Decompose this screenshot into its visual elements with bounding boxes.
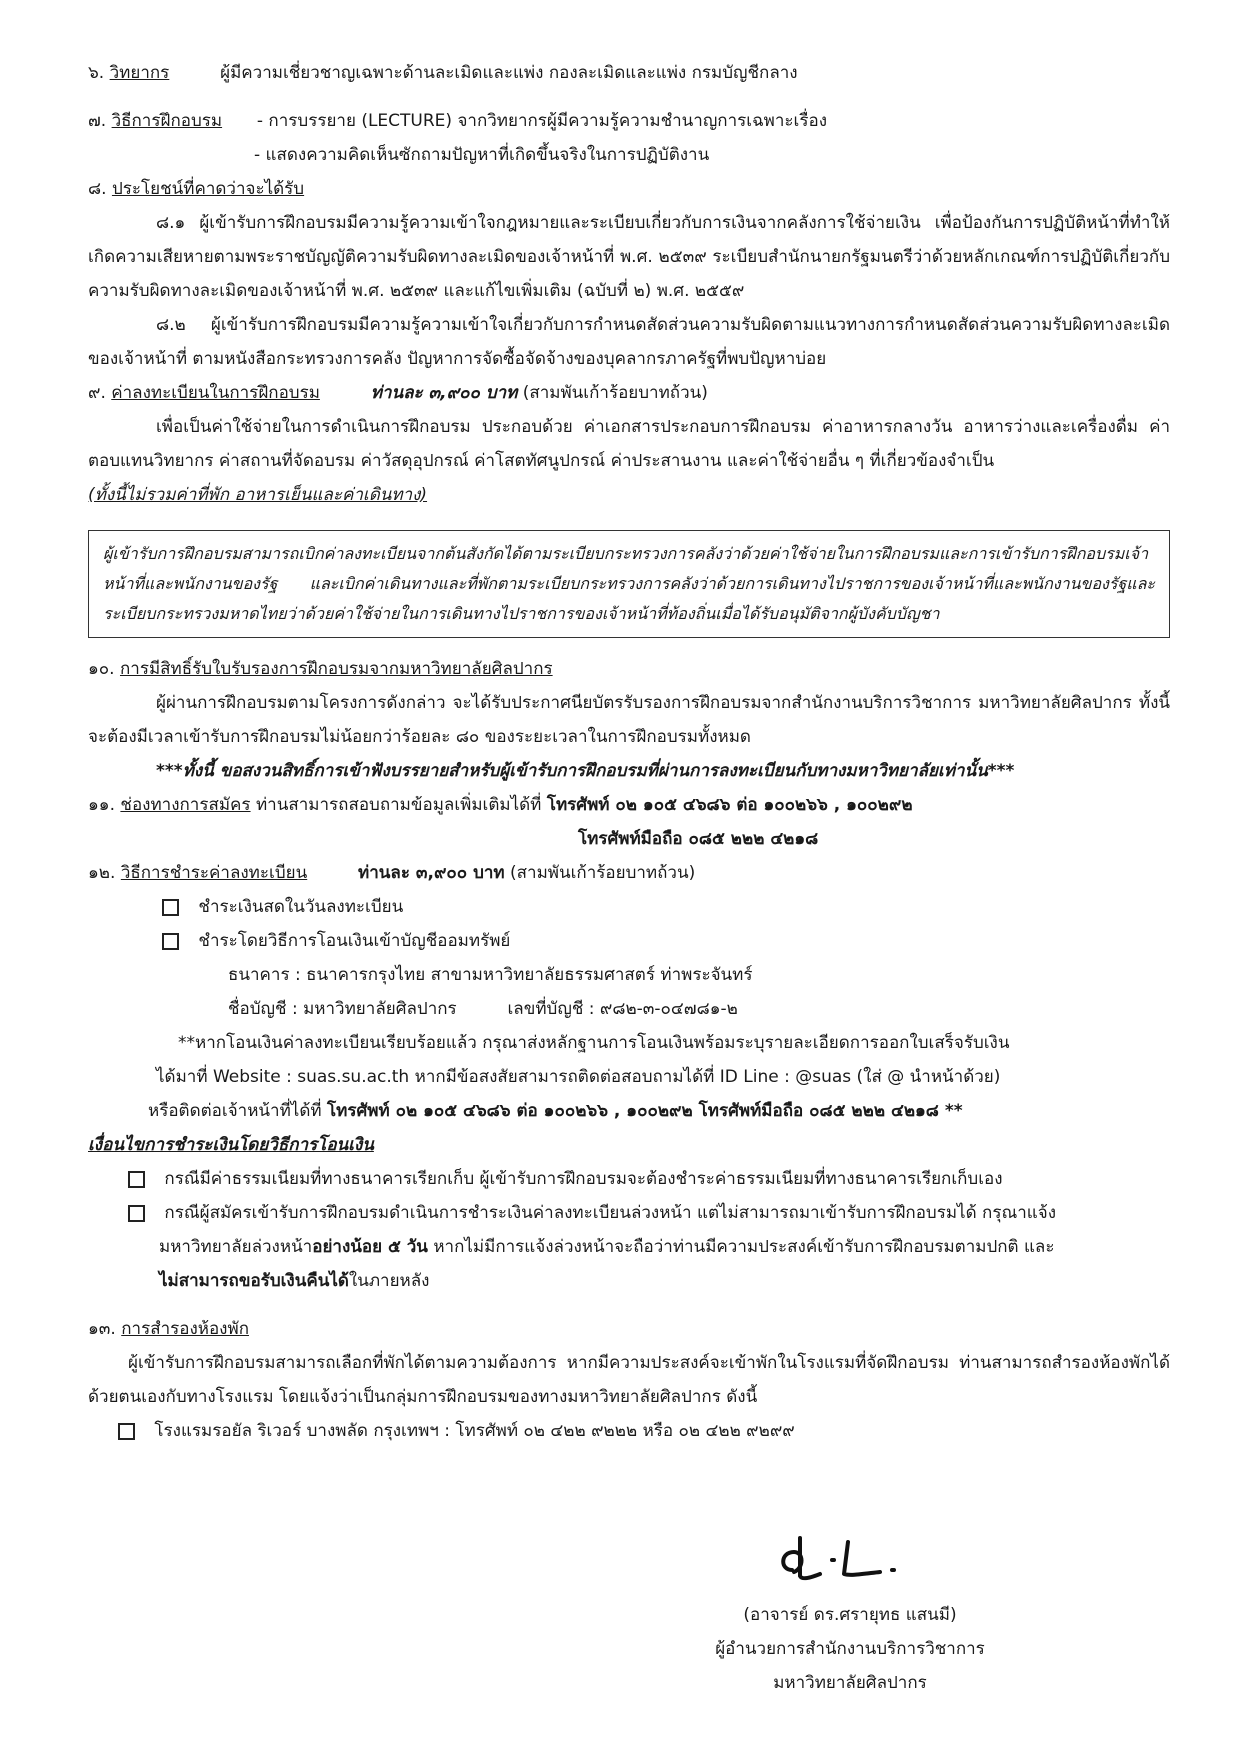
section-9 <box>88 376 1170 410</box>
section-12-title: วิธีการชำระค่าลงทะเบียน <box>120 863 308 883</box>
account-number: เลขที่บัญชี : ๙๘๒-๓-๐๔๗๘๑-๒ <box>507 999 738 1019</box>
hotel-text: โรงแรมรอยัล ริเวอร์ บางพลัด กรุงเทพฯ : โทรศัพท์ ๐๒ ๔๒๒ ๙๒๒๒ หรือ ๐๒ ๔๒๒ ๙๒๙๙ <box>154 1421 795 1441</box>
transfer-checkbox[interactable] <box>162 933 179 950</box>
section-7 <box>88 104 1170 138</box>
bank-name: ธนาคาร : ธนาคารกรุงไทย สาขามหาวิทยาลัยธรรมศาสตร์ ท่าพระจันทร์ <box>228 965 753 985</box>
section-7-number: ๗. <box>88 111 107 131</box>
section-13-title: การสำรองห้องพัก <box>121 1319 249 1339</box>
section-8-paragraph-2: ๘.๒ ผู้เข้ารับการฝึกอบรมมีความรู้ความเข้าใจเกี่ยวกับการกำหนดสัดส่วนความรับผิดตามแนวทางการกำหนดสัดส่วนความรับผิดทางละเมิดของเจ้าหน้าที่ ตามหนังสือกระทรวงการคลัง ปัญหาการจัดซื้อจัดจ้างของบุคลากรภาครัฐที่พบปัญหาบ่อย <box>88 315 1170 369</box>
condition-1-checkbox[interactable] <box>128 1171 145 1188</box>
transfer-note: **หากโอนเงินค่าลงทะเบียนเรียบร้อยแล้ว กรุณาส่งหลักฐานการโอนเงินพร้อมระบุรายละเอียดการออกใบเสร็จรับเงิน <box>178 1033 1010 1053</box>
condition-2-text-c-post: ในภายหลัง <box>348 1271 430 1291</box>
section-7-item-1: - การบรรยาย (LECTURE) จากวิทยากรผู้มีความรู้ความชำนาญการเฉพาะเรื่อง <box>256 111 828 131</box>
signature-block <box>640 1530 1060 1700</box>
condition-2-line-3 <box>88 1264 1170 1298</box>
section-11-number: ๑๑. <box>88 795 115 815</box>
section-12 <box>88 856 1170 890</box>
condition-2-text-a: กรณีผู้สมัครเข้ารับการฝึกอบรมดำเนินการชำระเงินค่าลงทะเบียนล่วงหน้า แต่ไม่สามารถมาเข้ารับการฝึกอบรมได้ กรุณาแจ้ง <box>164 1203 1057 1223</box>
section-8-title: ประโยชน์ที่คาดว่าจะได้รับ <box>111 179 305 199</box>
section-12-number: ๑๒. <box>88 863 116 883</box>
payment-option-transfer-label: ชำระโดยวิธีการโอนเงินเข้าบัญชีออมทรัพย์ <box>198 931 511 951</box>
section-8 <box>88 172 1170 206</box>
section-13 <box>88 1312 1170 1346</box>
section-7-line-2 <box>88 138 1170 172</box>
condition-2-text-b-pre: มหาวิทยาลัยล่วงหน้า <box>159 1237 313 1257</box>
section-6-text: ผู้มีความเชี่ยวชาญเฉพาะด้านละเมิดและแพ่ง กองละเมิดและแพ่ง กรมบัญชีกลาง <box>220 63 798 83</box>
condition-1 <box>88 1162 1170 1196</box>
section-9-title: ค่าลงทะเบียนในการฝึกอบรม <box>111 383 320 403</box>
section-6-number: ๖. <box>88 63 105 83</box>
section-7-title: วิธีการฝึกอบรม <box>111 111 223 131</box>
section-9-exclusion-note: (ทั้งนี้ไม่รวมค่าที่พัก อาหารเย็นและค่าเดินทาง) <box>88 485 428 505</box>
condition-2-no-refund: ไม่สามารถขอรับเงินคืนได้ <box>159 1271 349 1291</box>
section-10-paragraph: ผู้ผ่านการฝึกอบรมตามโครงการดังกล่าว จะได้รับประกาศนียบัตรรับรองการฝึกอบรมจากสำนักงานบริการวิชาการ มหาวิทยาลัยศิลปากร ทั้งนี้จะต้องมีเวลาเข้ารับการฝึกอบรมไม่น้อยกว่าร้อยละ ๘๐ ของระยะเวลาในการฝึกอบรมทั้งหมด <box>88 693 1170 747</box>
section-9-fee: ท่านละ ๓,๙๐๐ บาท <box>370 383 518 403</box>
section-11-mobile: โทรศัพท์มือถือ ๐๘๕ ๒๒๒ ๔๒๑๘ <box>578 829 819 849</box>
section-10-title: การมีสิทธิ์รับใบรับรองการฝึกอบรมจากมหาวิทยาลัยศิลปากร <box>119 659 553 679</box>
section-6 <box>88 56 1170 90</box>
hotel-option <box>88 1414 1170 1448</box>
contact-line <box>88 1094 1170 1128</box>
payment-option-cash <box>88 890 1170 924</box>
payment-option-cash-label: ชำระเงินสดในวันลงทะเบียน <box>198 897 404 917</box>
signatory-position: ผู้อำนวยการสำนักงานบริการวิชาการ <box>715 1639 985 1659</box>
condition-2-notice-days: อย่างน้อย ๕ วัน <box>312 1237 428 1257</box>
section-13-number: ๑๓. <box>88 1319 116 1339</box>
section-7-item-2: - แสดงความคิดเห็นซักถามปัญหาที่เกิดขึ้นจริงในการปฏิบัติงาน <box>254 145 710 165</box>
reimbursement-notice-box: ผู้เข้ารับการฝึกอบรมสามารถเบิกค่าลงทะเบียนจากต้นสังกัดได้ตามระเบียบกระทรวงการคลังว่าด้วยค่าใช้จ่ายในการฝึกอบรมและการเข้ารับการฝึกอบรมเจ้าหน้าที่และพนักงานของรัฐ และเบิกค่าเดินทางและที่พักตามระเบียบกระทรวงการคลังว่าด้วยการเดินทางไปราชการของเจ้าหน้าที่และพนักงานของรัฐและระเบียบกระทรวงมหาดไทยว่าด้วยค่าใช้จ่ายในการเดินทางไปราชการของเจ้าหน้าที่ท้องถิ่นเมื่อได้รับอนุมัติจากผู้บังคับบัญชา <box>88 530 1170 638</box>
section-10-reservation-note: ***ทั้งนี้ ขอสงวนสิทธิ์การเข้าฟังบรรยายสำหรับผู้เข้ารับการฝึกอบรมที่ผ่านการลงทะเบียนกับทางมหาวิทยาลัยเท่านั้น*** <box>156 761 1015 781</box>
signatory-organization: มหาวิทยาลัยศิลปากร <box>773 1673 927 1693</box>
account-name: ชื่อบัญชี : มหาวิทยาลัยศิลปากร <box>228 999 457 1019</box>
condition-1-text: กรณีมีค่าธรรมเนียมที่ทางธนาคารเรียกเก็บ ผู้เข้ารับการฝึกอบรมจะต้องชำระค่าธรรมเนียมที่ทางธนาคารเรียกเก็บเอง <box>164 1169 1003 1189</box>
section-9-fee-words: (สามพันเก้าร้อยบาทถ้วน) <box>522 383 708 403</box>
section-11-phone: โทรศัพท์ ๐๒ ๑๐๕ ๔๖๘๖ ต่อ ๑๐๐๒๖๖ , ๑๐๐๒๙๒ <box>546 795 913 815</box>
transfer-conditions-title: เงื่อนไขการชำระเงินโดยวิธีการโอนเงิน <box>88 1135 374 1155</box>
section-9-paragraph: เพื่อเป็นค่าใช้จ่ายในการดำเนินการฝึกอบรม ประกอบด้วย ค่าเอกสารประกอบการฝึกอบรม ค่าอาหารกลางวัน อาหารว่างและเครื่องดื่ม ค่าตอบแทนวิทยากร ค่าสถานที่จัดอบรม ค่าวัสดุอุปกรณ์ ค่าโสตทัศนูปกรณ์ ค่าประสานงาน และค่าใช้จ่ายอื่น ๆ ที่เกี่ยวข้องจำเป็น <box>88 417 1170 471</box>
bank-account <box>88 992 1170 1026</box>
condition-2-checkbox[interactable] <box>128 1205 145 1222</box>
section-8-number: ๘. <box>88 179 107 199</box>
condition-2 <box>88 1196 1170 1230</box>
handwritten-signature <box>770 1530 930 1590</box>
section-8-paragraph-1: ๘.๑ ผู้เข้ารับการฝึกอบรมมีความรู้ความเข้าใจกฎหมายและระเบียบเกี่ยวกับการเงินจากคลังการใช้จ่ายเงิน เพื่อป้องกันการปฏิบัติหน้าที่ทำให้เกิดความเสียหายตามพระราชบัญญัติความรับผิดทางละเมิดของเจ้าหน้าที่ พ.ศ. ๒๕๓๙ ระเบียบสำนักนายกรัฐมนตรีว่าด้วยหลักเกณฑ์การปฏิบัติเกี่ยวกับความรับผิดทางละเมิดของเจ้าหน้าที่ พ.ศ. ๒๕๓๙ และแก้ไขเพิ่มเติม (ฉบับที่ ๒) พ.ศ. ๒๕๕๙ <box>88 213 1170 301</box>
hotel-checkbox[interactable] <box>118 1423 135 1440</box>
condition-2-line-2 <box>88 1230 1170 1264</box>
section-10-number: ๑๐. <box>88 659 115 679</box>
section-11-text: ท่านสามารถสอบถามข้อมูลเพิ่มเติมได้ที่ <box>255 795 542 815</box>
section-6-title: วิทยากร <box>109 63 170 83</box>
section-11 <box>88 788 1170 822</box>
website-line: ได้มาที่ Website : suas.su.ac.th หากมีข้อสงสัยสามารถติดต่อสอบถามได้ที่ ID Line : @suas (ใส่ @ นำหน้าด้วย) <box>156 1067 1001 1087</box>
contact-prefix: หรือติดต่อเจ้าหน้าที่ได้ที่ <box>148 1101 322 1121</box>
section-9-number: ๙. <box>88 383 106 403</box>
cash-checkbox[interactable] <box>162 899 179 916</box>
section-12-fee: ท่านละ ๓,๙๐๐ บาท <box>358 863 505 883</box>
signatory-name: (อาจารย์ ดร.ศรายุทธ แสนมี) <box>743 1605 957 1625</box>
section-10 <box>88 652 1170 686</box>
condition-2-text-b-post: หากไม่มีการแจ้งล่วงหน้าจะถือว่าท่านมีความประสงค์เข้ารับการฝึกอบรมตามปกติ และ <box>433 1237 1055 1257</box>
contact-phones: โทรศัพท์ ๐๒ ๑๐๕ ๔๖๘๖ ต่อ ๑๐๐๒๖๖ , ๑๐๐๒๙๒ โทรศัพท์มือถือ ๐๘๕ ๒๒๒ ๔๒๑๘ ** <box>326 1101 963 1121</box>
section-12-fee-words: (สามพันเก้าร้อยบาทถ้วน) <box>510 863 696 883</box>
payment-option-transfer <box>88 924 1170 958</box>
section-13-paragraph: ผู้เข้ารับการฝึกอบรมสามารถเลือกที่พักได้ตามความต้องการ หากมีความประสงค์จะเข้าพักในโรงแรมที่จัดฝึกอบรม ท่านสามารถสำรองห้องพักได้ด้วยตนเองกับทางโรงแรม โดยแจ้งว่าเป็นกลุ่มการฝึกอบรมของทางมหาวิทยาลัยศิลปากร ดังนี้ <box>88 1353 1170 1407</box>
section-11-title: ช่องทางการสมัคร <box>120 795 251 815</box>
